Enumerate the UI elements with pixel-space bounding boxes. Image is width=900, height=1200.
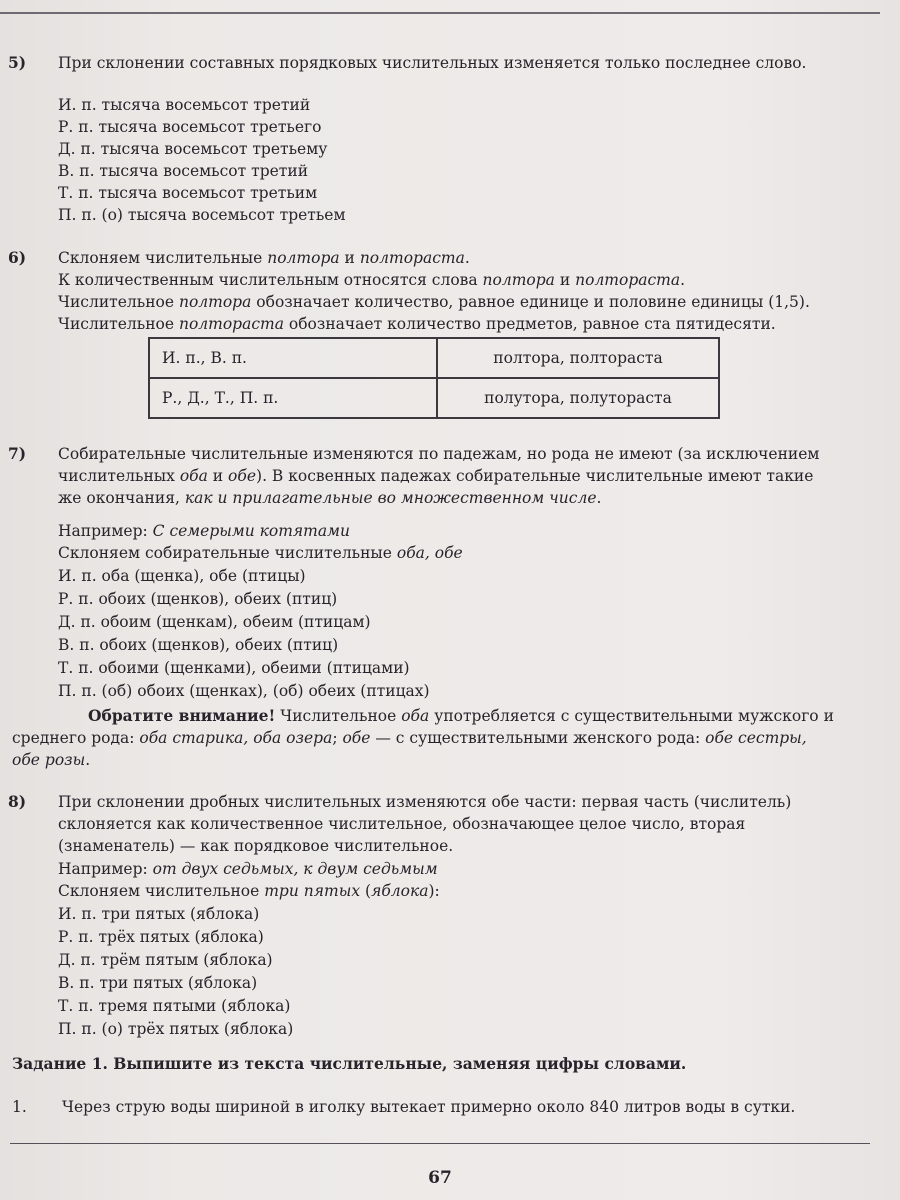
case-line: Д. п. тысяча восемьсот третьему: [58, 140, 328, 158]
case-line: Р. п. тысяча восемьсот третьего: [58, 118, 322, 136]
table-row: [149, 378, 719, 418]
top-rule: [0, 12, 880, 14]
example-line: Например: от двух седьмых, к двум седьмым: [58, 860, 438, 878]
text-line: же окончания, как и прилагательные во множественном числе.: [58, 489, 602, 507]
case-line: И. п. три пятых (яблока): [58, 905, 260, 923]
case-line: П. п. (о) тысяча восемьсот третьем: [58, 206, 346, 224]
text-line: склоняется как количественное числительное, обозначающее целое число, вторая: [58, 815, 746, 833]
case-line: П. п. (об) обоих (щенках), (об) обеих (птицах): [58, 682, 430, 700]
text-line: числительных оба и обе). В косвенных падежах собирательные числительные имеют такие: [58, 467, 814, 485]
task-item-text: Через струю воды шириной в иголку вытекает примерно около 840 литров воды в сутки.: [62, 1098, 796, 1116]
case-line: Р. п. обоих (щенков), обеих (птиц): [58, 590, 338, 608]
text-line: При склонении дробных числительных изменяются обе части: первая часть (числитель): [58, 793, 792, 811]
case-line: Д. п. трём пятым (яблока): [58, 951, 273, 969]
text-line: Склоняем числительные полтора и полтораста.: [58, 249, 470, 267]
answer-line: [10, 1143, 870, 1144]
case-line: И. п. тысяча восемьсот третий: [58, 96, 311, 114]
table-cell: И. п., В. п.: [149, 338, 437, 378]
text-line: Склоняем собирательные числительные оба, обе: [58, 544, 463, 562]
table-cell: Р., Д., Т., П. п.: [149, 378, 437, 418]
example-line: Например: С семерыми котятами: [58, 522, 350, 540]
declension-table: [148, 337, 720, 419]
table-row: [149, 338, 719, 378]
case-line: В. п. три пятых (яблока): [58, 974, 258, 992]
section-number: 5): [8, 53, 27, 72]
case-line: В. п. тысяча восемьсот третий: [58, 162, 309, 180]
text-line: Склоняем числительное три пятых (яблока):: [58, 882, 440, 900]
table-cell: полутора, полутораста: [437, 378, 719, 418]
case-line: Т. п. тремя пятыми (яблока): [58, 997, 291, 1015]
text-line: Числительное полтора обозначает количество, равное единице и половине единицы (1,5).: [58, 293, 810, 311]
case-line: Т. п. тысяча восемьсот третьим: [58, 184, 318, 202]
table-cell: полтора, полтораста: [437, 338, 719, 378]
note-line: обе розы.: [12, 751, 91, 769]
text-line: Числительное полтораста обозначает количество предметов, равное ста пятидесяти.: [58, 315, 776, 333]
case-line: И. п. оба (щенка), обе (птицы): [58, 567, 306, 585]
case-line: П. п. (о) трёх пятых (яблока): [58, 1020, 294, 1038]
section-number: 7): [8, 444, 27, 463]
note-line: Обратите внимание! Числительное оба употребляется с существительными мужского и: [88, 706, 834, 725]
case-line: В. п. обоих (щенков), обеих (птиц): [58, 636, 339, 654]
section-number: 6): [8, 248, 27, 267]
page-number: 67: [428, 1168, 452, 1188]
section-number: 8): [8, 792, 27, 811]
task-item-number: 1.: [12, 1098, 27, 1116]
case-line: Т. п. обоими (щенками), обеими (птицами): [58, 659, 410, 677]
case-line: Р. п. трёх пятых (яблока): [58, 928, 264, 946]
text-line: (знаменатель) — как порядковое числительное.: [58, 837, 454, 855]
section-title: При склонении составных порядковых числительных изменяется только последнее слово.: [58, 54, 807, 72]
text-line: К количественным числительным относятся слова полтора и полтораста.: [58, 271, 686, 289]
task-title: Задание 1. Выпишите из текста числительные, заменяя цифры словами.: [12, 1054, 687, 1073]
text-line: Собирательные числительные изменяются по падежам, но рода не имеют (за исключением: [58, 445, 820, 463]
case-line: Д. п. обоим (щенкам), обеим (птицам): [58, 613, 371, 631]
note-line: среднего рода: оба старика, оба озера; обе — с существительными женского рода: обе сестры,: [12, 729, 807, 747]
note-label: Обратите внимание!: [88, 706, 276, 725]
